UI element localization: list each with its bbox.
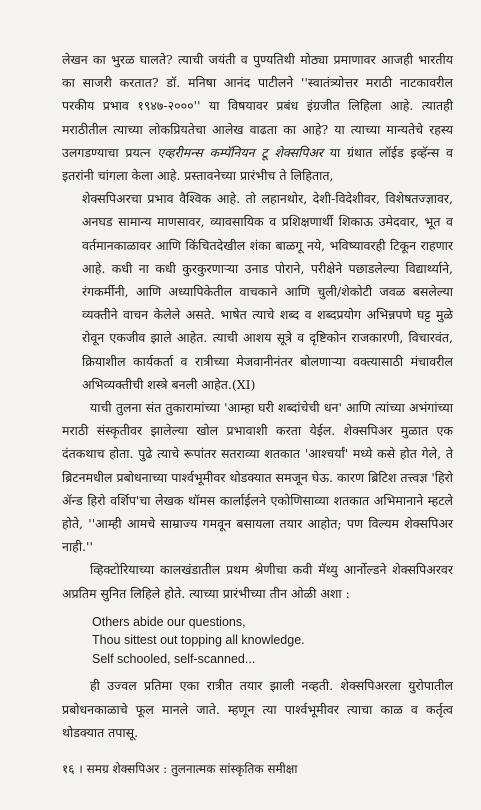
poem-line: Self schooled, self-scanned... [92, 651, 256, 666]
poem-line: Thou sittest out topping all knowledge. [92, 633, 305, 648]
paragraph-intro-after: या ग्रंथात लॉईड इव्हॅन्स व इतरांनी चांगला केला आहे. प्रस्तावनेच्या प्रारंभीच ते लिहितात, [62, 144, 453, 184]
paragraph-arnold: व्हिक्टोरियाच्या कालखंडातील प्रथम श्रेणीचा कवी मॅथ्यु आर्नोल्डने शेक्सपिअरवर अप्रतिम सुनित लिहिले होते. त्याच्या प्रारंभीच्या तीन ओळी अशा : [62, 562, 453, 601]
block-quote: शेक्सपिअरचा प्रभाव वैश्विक आहे. तो लहानथोर, देशी-विदेशीवर, विशेषतज्ज्ञावर, अनघड सामान्य माणसावर, व्यावसायिक व प्रशिक्षणार्थी शिकाऊ उमेदवार, भूत व वर्तमानकाळावर आणि किंचितदेखील शंका बाळगू नये, भविष्यावरही टिकून राहणार आहे. कधी ना कधी कुरकुरणाऱ्या उनाड पोराने, परीक्षेने पछाडलेल्या विद्यार्थ्याने, रंगकर्मीनी, आणि अध्यापिकेतील वाचकाने आणि चुली/शेकोटी जवळ बसलेल्या व्यक्तीने वाचन केलेले असते. भाषेत त्याचे शब्द व शब्दप्रयोग अभिन्नपणे घट्ट मुळे रोवून एकजीव झाले आहेत. त्याची आशय सूत्रे व दृष्टिकोन राजकारणी, विचारवंत, क्रियाशील कार्यकर्ता व रात्रीच्या मेजवानीनंतर बोलणाऱ्या वक्त्यासाठी मंचावरील अभिव्यक्तीची शस्त्रे बनली आहेत.(XI) [82, 191, 453, 392]
paragraph-intro [62, 48, 453, 187]
paragraph-tukaram: याची तुलना संत तुकारामांच्या 'आम्हा घरी शब्दांचेची धन' आणि त्यांच्या अभंगांच्या मराठी संस्कृतीवर झालेल्या खोल प्रभावाशी करता येईल. शेक्सपिअर मुळात एक दंतकथाच होता. पुढे त्याचे रूपांतर सतराव्या शतकात 'आश्चर्यां' मध्ये कसे होत गेले, ते ब्रिटनमधील प्रबोधनाच्या पार्श्वभूमीवर थोडक्यात समजून घेऊ. कारण ब्रिटिश तत्त्वज्ञ 'हिरो ॲन्ड हिरो वर्शिप'चा लेखक थॉमस कार्लाईलने एकोणिसाव्या शतकात अभिमानाने म्हटले होते, ''आम्ही आमचे साम्राज्य गमवून बसायला तयार आहोत; पण विल्यम शेक्सपिअर नाही.'' [62, 400, 453, 555]
poem-excerpt [92, 613, 453, 669]
poem-line: Others abide our questions, [92, 614, 246, 629]
book-title-italic: एव्हरीमन्स कम्पॅनियन टू शेक्सपिअर [157, 144, 324, 160]
paragraph-intro-text: लेखन का भुरळ घालते? त्याची जयंती व पुण्यतिथी मोठ्या प्रमाणावर आजही भारतीय का साजरी करतात? डॉ. मनिषा आनंद पाटीलने ''स्वातंत्र्योत्तर मराठी नाटकावरील परकीय प्रभाव १९४७-२०००'' या विषयावर प्रबंध इंग्रजीत लिहिला आहे. त्यातही मराठीतील त्याच्या लोकप्रियतेचा आलेख वाढता का आहे? या त्याच्या मान्यतेचे रहस्य उलगडण्याचा प्रयत्न [62, 52, 453, 160]
paragraph-closing: ही उज्वल प्रतिमा एका रात्रीत तयार झाली नव्हती. शेक्सपिअरला युरोपातील प्रबोधनकाळाचे फूल मानले जाते. म्हणून त्या पार्श्वभूमीवर त्याचा काळ व कर्तृत्व थोडक्यात तपासू. [62, 678, 453, 740]
page-footer: १६ । समग्र शेक्सपिअर : तुलनात्मक सांस्कृतिक समीक्षा [62, 762, 298, 776]
